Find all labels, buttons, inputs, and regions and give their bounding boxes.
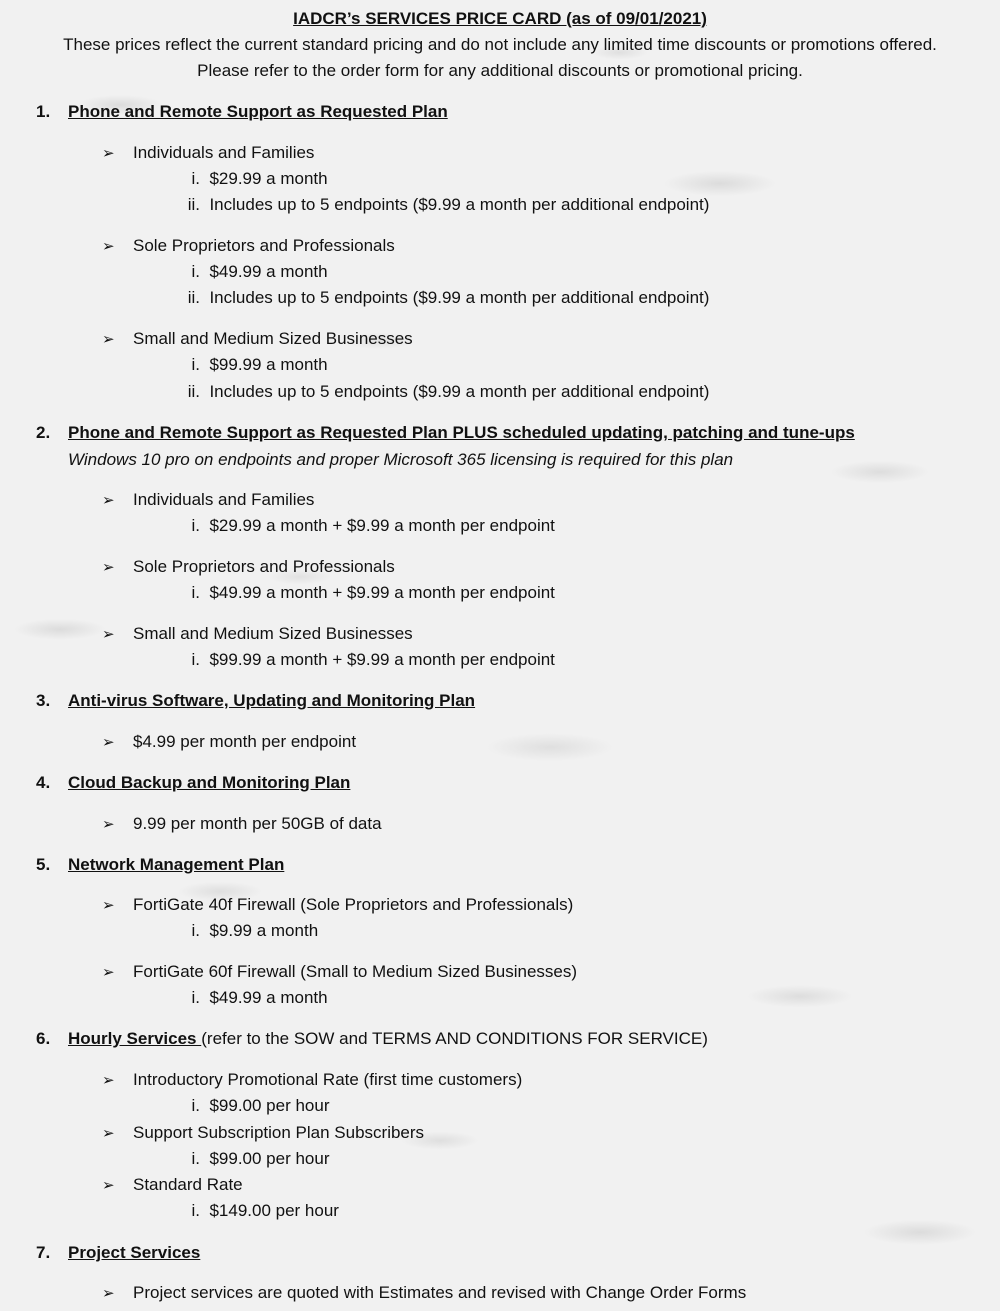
section-number: 7. <box>36 1243 51 1262</box>
sub-item-text: $99.99 a month + $9.99 a month per endpoint <box>209 650 555 669</box>
roman-marker: ii. <box>187 288 200 307</box>
sub-item-text: $49.99 a month <box>209 262 328 281</box>
page-title: IADCR’s SERVICES PRICE CARD (as of 09/01/2021) <box>293 9 707 28</box>
sub-item-text: Includes up to 5 endpoints ($9.99 a month per additional endpoint) <box>209 288 710 307</box>
arrow-bullet-icon: ➢ <box>102 559 115 576</box>
sub-item-text: $99.00 per hour <box>209 1149 330 1168</box>
bullet-label: Sole Proprietors and Professionals <box>133 557 395 576</box>
arrow-bullet-icon: ➢ <box>102 1285 115 1302</box>
arrow-bullet-icon: ➢ <box>102 1125 115 1142</box>
sub-item <box>160 1095 330 1117</box>
sub-item <box>160 1200 339 1222</box>
section-2-heading <box>36 422 855 444</box>
section-number: 4. <box>36 773 51 792</box>
bullet-item <box>102 1174 243 1197</box>
bullet-label: $4.99 per month per endpoint <box>133 732 357 751</box>
bullet-item <box>102 1282 746 1305</box>
arrow-bullet-icon: ➢ <box>102 238 115 255</box>
section-1-heading <box>36 101 448 123</box>
roman-marker: ii. <box>187 195 200 214</box>
bullet-label: Sole Proprietors and Professionals <box>133 236 395 255</box>
bullet-item <box>102 894 573 917</box>
sub-item-text: $29.99 a month <box>209 169 328 188</box>
section-title: Phone and Remote Support as Requested Plan PLUS scheduled updating, patching and tune-ups <box>68 423 855 442</box>
arrow-bullet-icon: ➢ <box>102 897 115 914</box>
bullet-item <box>102 623 413 646</box>
roman-marker: ii. <box>187 382 200 401</box>
bullet-item <box>102 556 395 579</box>
section-4-heading <box>36 772 350 794</box>
roman-marker: i. <box>191 355 200 374</box>
bullet-label: Individuals and Families <box>133 143 315 162</box>
sub-item <box>160 354 328 376</box>
section-title: Network Management Plan <box>68 855 285 874</box>
roman-marker: i. <box>191 1201 200 1220</box>
pricing-note-line-1: These prices reflect the current standard pricing and do not include any limited time discounts or promotions offered. <box>63 35 937 54</box>
roman-marker: i. <box>191 988 200 1007</box>
sub-item-text: Includes up to 5 endpoints ($9.99 a month per additional endpoint) <box>209 195 710 214</box>
bullet-label: Standard Rate <box>133 1175 243 1194</box>
section-title: Anti-virus Software, Updating and Monitoring Plan <box>68 691 476 710</box>
sub-item <box>160 1148 330 1170</box>
section-number: 6. <box>36 1029 51 1048</box>
section-3-heading <box>36 690 475 712</box>
arrow-bullet-icon: ➢ <box>102 331 115 348</box>
sub-item-text: $99.00 per hour <box>209 1096 330 1115</box>
sub-item-text: Includes up to 5 endpoints ($9.99 a month per additional endpoint) <box>209 382 710 401</box>
roman-marker: i. <box>191 921 200 940</box>
roman-marker: i. <box>191 169 200 188</box>
sub-item <box>160 920 318 942</box>
sub-item <box>160 649 555 671</box>
sub-item <box>160 987 328 1009</box>
bullet-label: Project services are quoted with Estimates and revised with Change Order Forms <box>133 1283 747 1302</box>
bullet-label: Introductory Promotional Rate (first time customers) <box>133 1070 523 1089</box>
roman-marker: i. <box>191 516 200 535</box>
bullet-item <box>102 328 413 351</box>
roman-marker: i. <box>191 262 200 281</box>
bullet-label: Individuals and Families <box>133 490 315 509</box>
sub-item-text: $9.99 a month <box>209 921 319 940</box>
section-title: Phone and Remote Support as Requested Plan <box>68 102 448 121</box>
bullet-item <box>102 813 382 836</box>
bullet-item <box>102 489 314 512</box>
arrow-bullet-icon: ➢ <box>102 492 115 509</box>
sub-item-text: $49.99 a month + $9.99 a month per endpoint <box>209 583 555 602</box>
sub-item-text: $149.00 per hour <box>209 1201 339 1220</box>
section-number: 5. <box>36 855 51 874</box>
arrow-bullet-icon: ➢ <box>102 145 115 162</box>
bullet-label: FortiGate 40f Firewall (Sole Proprietors and Professionals) <box>133 895 574 914</box>
bullet-item <box>102 1069 522 1092</box>
roman-marker: i. <box>191 583 200 602</box>
arrow-bullet-icon: ➢ <box>102 964 115 981</box>
bullet-item <box>102 235 395 258</box>
bullet-label: Small and Medium Sized Businesses <box>133 624 413 643</box>
bullet-item <box>102 1122 424 1145</box>
pricing-note-line-2: Please refer to the order form for any additional discounts or promotional pricing. <box>197 61 803 80</box>
sub-item-text: $29.99 a month + $9.99 a month per endpoint <box>209 516 555 535</box>
bullet-label: Support Subscription Plan Subscribers <box>133 1123 425 1142</box>
bullet-label: 9.99 per month per 50GB of data <box>133 814 382 833</box>
roman-marker: i. <box>191 650 200 669</box>
arrow-bullet-icon: ➢ <box>102 626 115 643</box>
section-title: Project Services <box>68 1243 201 1262</box>
arrow-bullet-icon: ➢ <box>102 734 115 751</box>
bullet-item <box>102 731 356 754</box>
sub-item <box>160 168 328 190</box>
sub-item <box>160 515 555 537</box>
sub-item <box>160 194 709 216</box>
section-requirement-note: Windows 10 pro on endpoints and proper Microsoft 365 licensing is required for this plan <box>68 450 734 469</box>
roman-marker: i. <box>191 1149 200 1168</box>
bullet-item <box>102 961 577 984</box>
sub-item <box>160 287 709 309</box>
section-number: 3. <box>36 691 51 710</box>
arrow-bullet-icon: ➢ <box>102 816 115 833</box>
sub-item <box>160 381 709 403</box>
sub-item-text: $49.99 a month <box>209 988 328 1007</box>
arrow-bullet-icon: ➢ <box>102 1072 115 1089</box>
sub-item <box>160 582 555 604</box>
section-title: Cloud Backup and Monitoring Plan <box>68 773 351 792</box>
sub-item-text: $99.99 a month <box>209 355 328 374</box>
section-number: 1. <box>36 102 51 121</box>
section-7-heading <box>36 1242 200 1264</box>
section-title: Hourly Services <box>68 1029 202 1048</box>
bullet-label: Small and Medium Sized Businesses <box>133 329 413 348</box>
bullet-item <box>102 142 314 165</box>
section-5-heading <box>36 854 284 876</box>
sub-item <box>160 261 328 283</box>
roman-marker: i. <box>191 1096 200 1115</box>
section-6-heading <box>36 1028 708 1050</box>
section-title-suffix: (refer to the SOW and TERMS AND CONDITIONS FOR SERVICE) <box>201 1029 708 1048</box>
section-number: 2. <box>36 423 51 442</box>
arrow-bullet-icon: ➢ <box>102 1177 115 1194</box>
bullet-label: FortiGate 60f Firewall (Small to Medium Sized Businesses) <box>133 962 578 981</box>
